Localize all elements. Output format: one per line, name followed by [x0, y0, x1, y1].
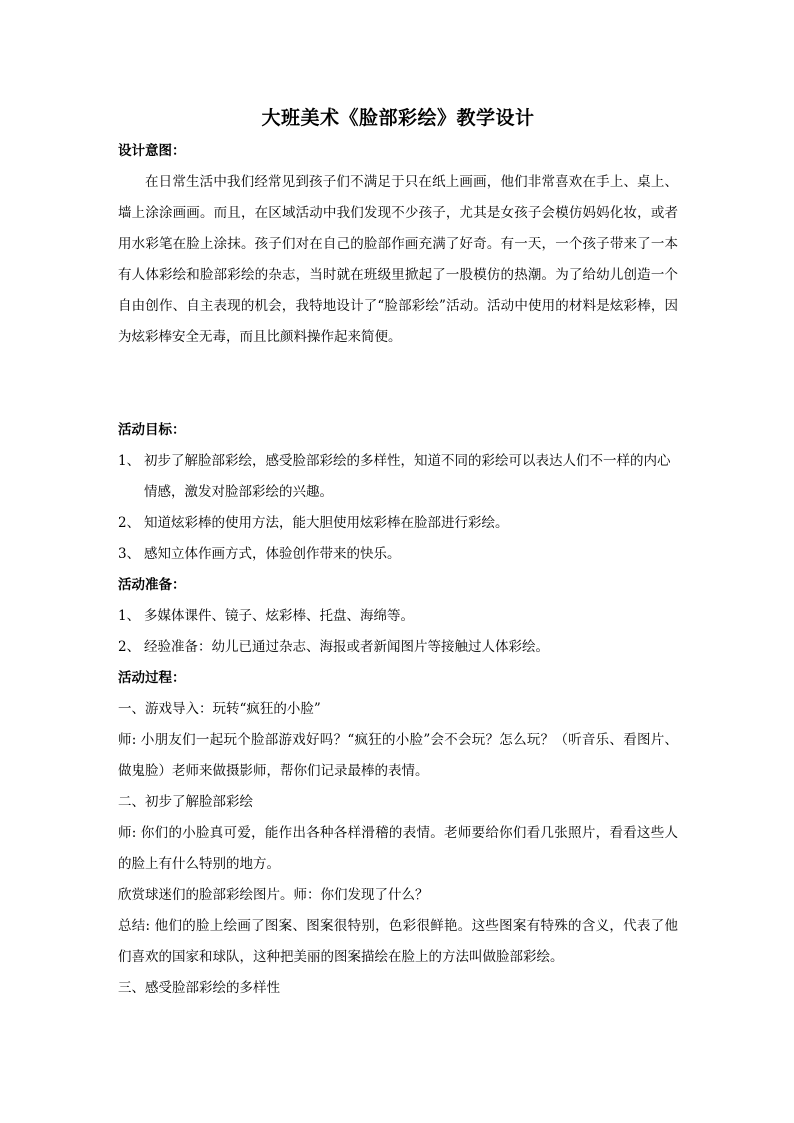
- goal-item-2: [118, 508, 678, 539]
- intent-paragraph: 在日常生活中我们经常见到孩子们不满足于只在纸上画画，他们非常喜欢在手上、桌上、墙上涂涂画画。而且，在区域活动中我们发现不少孩子，尤其是女孩子会模仿妈妈化妆，或者用水彩笔在脸上涂抹。孩子们对在自己的脸部作画充满了好奇。有一天，一个孩子带来了一本有人体彩绘和脸部彩绘的杂志，当时就在班级里掀起了一股模仿的热潮。为了给幼儿创造一个自由创作、自主表现的机会，我特地设计了“脸部彩绘”活动。活动中使用的材料是炫彩棒，因为炫彩棒安全无毒，而且比颜料操作起来简便。: [118, 174, 678, 345]
- prep-item-2: [118, 632, 678, 663]
- process-paragraph: 师: 你们的小脸真可爱，能作出各种各样滑稽的表情。老师要给你们看几张照片，看看这些人的脸上有什么特别的地方。: [118, 825, 678, 872]
- process-paragraph: 师: 小朋友们一起玩个脸部游戏好吗？“疯狂的小脸”会不会玩？怎么玩？（听音乐、看图片、做鬼脸）老师来做摄影师，帮你们记录最棒的表情。: [118, 732, 678, 779]
- process-paragraph: 总结: 他们的脸上绘画了图案、图案很特别，色彩很鲜艳。这些图案有特殊的含义，代表了他们喜欢的国家和球队，这种把美丽的图案描绘在脸上的方法叫做脸部彩绘。: [118, 918, 678, 965]
- process-step-heading-1: 一、游戏导入：玩转“疯狂的小脸”: [118, 701, 321, 717]
- intent-heading: 设计意图：: [118, 143, 186, 159]
- prep-heading: 活动准备：: [118, 577, 186, 593]
- goal-text: 感知立体作画方式，体验创作带来的快乐。: [144, 546, 401, 562]
- goal-item-3: [118, 539, 678, 570]
- prep-number: 1、: [118, 608, 141, 624]
- prep-item-1: [118, 601, 678, 632]
- process-step-heading-2: 二、初步了解脸部彩绘: [118, 794, 253, 810]
- goal-text: 初步了解脸部彩绘，感受脸部彩绘的多样性，知道不同的彩绘可以表达人们不一样的内心情感，激发对脸部彩绘的兴趣。: [144, 453, 671, 500]
- prep-text: 经验准备：幼儿已通过杂志、海报或者新闻图片等接触过人体彩绘。: [144, 639, 549, 655]
- goal-number: 2、: [118, 515, 141, 531]
- process-heading: 活动过程：: [118, 670, 186, 686]
- prep-text: 多媒体课件、镜子、炫彩棒、托盘、海绵等。: [144, 608, 414, 624]
- process-step-heading-3: 三、感受脸部彩绘的多样性: [118, 980, 280, 996]
- prep-number: 2、: [118, 639, 141, 655]
- section-spacer: [118, 353, 678, 415]
- goal-item-1: [118, 446, 678, 508]
- goals-heading: 活动目标：: [118, 422, 186, 438]
- document-title: 大班美术《脸部彩绘》教学设计: [261, 107, 535, 129]
- goal-number: 3、: [118, 546, 141, 562]
- process-paragraph: 欣赏球迷们的脸部彩绘图片。师：你们发现了什么？: [118, 887, 429, 903]
- goal-text: 知道炫彩棒的使用方法，能大胆使用炫彩棒在脸部进行彩绘。: [144, 515, 509, 531]
- document-page: [118, 104, 678, 1004]
- goal-number: 1、: [118, 453, 141, 469]
